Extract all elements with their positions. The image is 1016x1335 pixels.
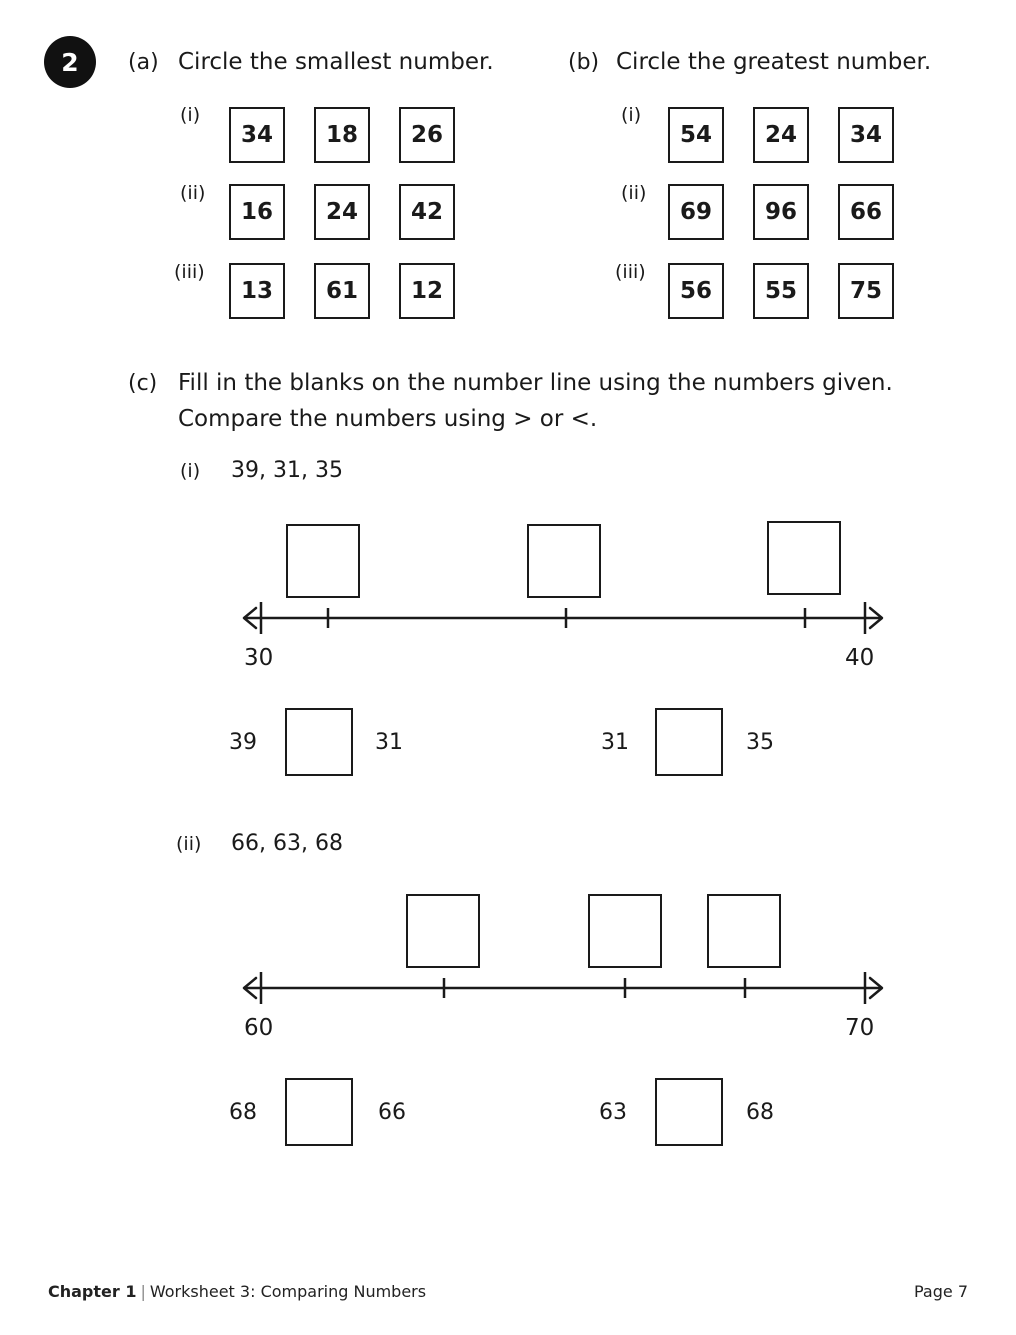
comparison-left-value: 63 xyxy=(599,1100,627,1125)
number-box[interactable]: 24 xyxy=(314,184,370,240)
part-a-row-ii-roman: (ii) xyxy=(180,182,206,204)
numberline-answer-box[interactable] xyxy=(286,524,360,598)
comparison-right-value: 68 xyxy=(746,1100,774,1125)
numberline-i-end-label: 40 xyxy=(845,645,875,671)
part-b-text: Circle the greatest number. xyxy=(616,49,932,75)
comparison-answer-box[interactable] xyxy=(655,708,723,776)
numberline-answer-box[interactable] xyxy=(406,894,480,968)
number-box[interactable]: 16 xyxy=(229,184,285,240)
part-c-item-i-numbers: 39, 31, 35 xyxy=(231,458,343,483)
numberline-i-start-label: 30 xyxy=(244,645,274,671)
comparison-right-value: 35 xyxy=(746,730,774,755)
comparison-left-value: 68 xyxy=(229,1100,257,1125)
part-c-text-line1: Fill in the blanks on the number line using the numbers given. xyxy=(178,370,893,396)
numberline-answer-box[interactable] xyxy=(767,521,841,595)
number-box[interactable]: 54 xyxy=(668,107,724,163)
numberline-answer-box[interactable] xyxy=(588,894,662,968)
part-a-label: (a) xyxy=(128,50,159,75)
part-b-row-iii-roman: (iii) xyxy=(615,261,646,283)
number-line-ii xyxy=(228,968,898,1014)
numberline-ii-start-label: 60 xyxy=(244,1015,274,1041)
number-box[interactable]: 34 xyxy=(229,107,285,163)
number-box[interactable]: 42 xyxy=(399,184,455,240)
number-box[interactable]: 96 xyxy=(753,184,809,240)
number-box[interactable]: 69 xyxy=(668,184,724,240)
part-b-row-i-roman: (i) xyxy=(621,104,642,126)
part-a-text: Circle the smallest number. xyxy=(178,49,494,75)
page-footer xyxy=(48,1282,968,1301)
comparison-answer-box[interactable] xyxy=(655,1078,723,1146)
numberline-ii-end-label: 70 xyxy=(845,1015,875,1041)
number-box[interactable]: 61 xyxy=(314,263,370,319)
number-box[interactable]: 24 xyxy=(753,107,809,163)
part-a-row-i-roman: (i) xyxy=(180,104,201,126)
footer-worksheet: Worksheet 3: Comparing Numbers xyxy=(149,1282,427,1301)
part-c-item-ii-roman: (ii) xyxy=(176,833,202,855)
footer-separator: | xyxy=(140,1282,146,1301)
number-box[interactable]: 66 xyxy=(838,184,894,240)
number-box[interactable]: 13 xyxy=(229,263,285,319)
part-c-item-ii-numbers: 66, 63, 68 xyxy=(231,831,343,856)
number-box[interactable]: 75 xyxy=(838,263,894,319)
comparison-answer-box[interactable] xyxy=(285,1078,353,1146)
part-a-row-iii-roman: (iii) xyxy=(174,261,205,283)
part-b-label: (b) xyxy=(568,50,600,75)
footer-page-number: Page 7 xyxy=(914,1282,968,1301)
question-number-badge: 2 xyxy=(44,36,96,88)
number-box[interactable]: 18 xyxy=(314,107,370,163)
number-line-i xyxy=(228,598,898,644)
numberline-answer-box[interactable] xyxy=(527,524,601,598)
comparison-answer-box[interactable] xyxy=(285,708,353,776)
number-box[interactable]: 12 xyxy=(399,263,455,319)
number-box[interactable]: 34 xyxy=(838,107,894,163)
comparison-right-value: 31 xyxy=(375,730,403,755)
comparison-right-value: 66 xyxy=(378,1100,406,1125)
comparison-left-value: 39 xyxy=(229,730,257,755)
number-box[interactable]: 26 xyxy=(399,107,455,163)
part-c-item-i-roman: (i) xyxy=(180,460,201,482)
numberline-answer-box[interactable] xyxy=(707,894,781,968)
comparison-left-value: 31 xyxy=(601,730,629,755)
number-box[interactable]: 56 xyxy=(668,263,724,319)
part-b-row-ii-roman: (ii) xyxy=(621,182,647,204)
part-c-text-line2: Compare the numbers using > or <. xyxy=(178,406,598,432)
footer-chapter: Chapter 1 xyxy=(48,1282,137,1301)
part-c-label: (c) xyxy=(128,371,158,396)
number-box[interactable]: 55 xyxy=(753,263,809,319)
